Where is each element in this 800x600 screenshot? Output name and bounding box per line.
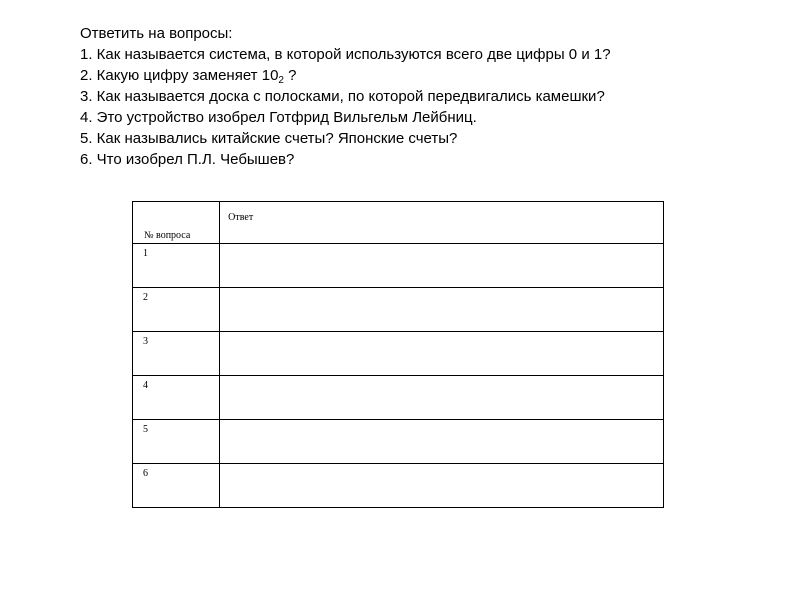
table-row bbox=[133, 420, 664, 464]
table-row bbox=[133, 464, 664, 508]
header-question-number-label: № вопроса bbox=[144, 230, 191, 241]
answer-cell[interactable] bbox=[220, 332, 664, 376]
question-4: 4. Это устройство изобрел Готфрид Вильгельм Лейбниц. bbox=[80, 109, 477, 126]
row-number: 5 bbox=[143, 424, 148, 435]
question-2 bbox=[80, 65, 780, 86]
row-number-cell bbox=[133, 376, 220, 420]
questions-heading: Ответить на вопросы: bbox=[80, 25, 233, 42]
table-row bbox=[133, 332, 664, 376]
answer-cell[interactable] bbox=[220, 464, 664, 508]
table-row bbox=[133, 288, 664, 332]
row-number: 2 bbox=[143, 292, 148, 303]
header-answer bbox=[220, 202, 664, 244]
question-6: 6. Что изобрел П.Л. Чебышев? bbox=[80, 151, 295, 168]
row-number-cell bbox=[133, 244, 220, 288]
question-1: 1. Как называется система, в которой используются всего две цифры 0 и 1? bbox=[80, 46, 611, 63]
row-number: 4 bbox=[143, 380, 148, 391]
question-2-suffix: ? bbox=[283, 67, 297, 84]
question-5: 5. Как назывались китайские счеты? Японские счеты? bbox=[80, 130, 458, 147]
answer-cell[interactable] bbox=[220, 420, 664, 464]
row-number: 3 bbox=[143, 336, 148, 347]
questions-block bbox=[80, 23, 780, 170]
answer-cell[interactable] bbox=[220, 376, 664, 420]
question-2-text: 2. Какую цифру заменяет 10 bbox=[80, 67, 279, 84]
answer-cell[interactable] bbox=[220, 244, 664, 288]
answer-cell[interactable] bbox=[220, 288, 664, 332]
row-number-cell bbox=[133, 464, 220, 508]
row-number-cell bbox=[133, 288, 220, 332]
answer-table bbox=[132, 201, 664, 508]
table-header-row bbox=[133, 202, 664, 244]
question-3: 3. Как называется доска с полосками, по которой передвигались камешки? bbox=[80, 88, 605, 105]
header-answer-label: Ответ bbox=[228, 212, 254, 223]
row-number: 1 bbox=[143, 248, 148, 259]
row-number: 6 bbox=[143, 468, 148, 479]
row-number-cell bbox=[133, 420, 220, 464]
row-number-cell bbox=[133, 332, 220, 376]
table-row bbox=[133, 244, 664, 288]
table-row bbox=[133, 376, 664, 420]
header-question-number bbox=[133, 202, 220, 244]
question-2-subscript: 2 bbox=[278, 75, 284, 86]
